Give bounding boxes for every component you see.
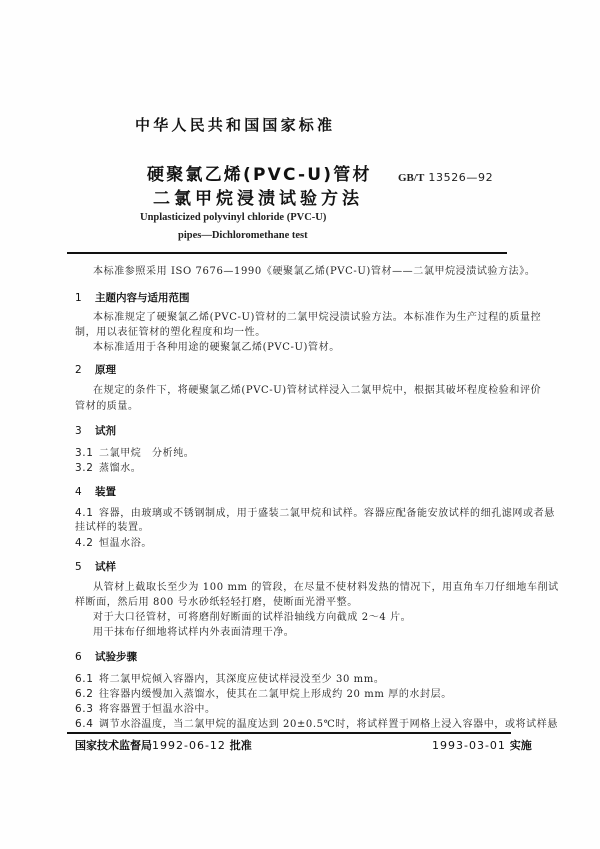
section-1-heading <box>75 290 190 305</box>
title-en-line2: pipes—Dichloromethane test <box>178 230 308 241</box>
item-6-4 <box>75 717 558 732</box>
section-1-para-2: 本标准适用于各种用途的硬聚氯乙烯(PVC-U)管材。 <box>93 342 340 353</box>
section-2-heading <box>75 362 116 377</box>
effective-label: 实施 <box>509 739 532 752</box>
approval-org: 国家技术监督局 <box>75 739 152 752</box>
section-5-para-2: 对于大口径管材，可将磨削好断面的试样沿轴线方向截成 2～4 片。 <box>93 612 412 623</box>
item-number: 4.1 <box>75 507 94 519</box>
section-title: 试样 <box>95 561 116 573</box>
item-text: 往容器内缓慢加入蒸馏水，使其在二氯甲烷上形成约 20 mm 厚的水封层。 <box>99 689 452 700</box>
section-title: 装置 <box>95 486 116 498</box>
section-number: 1 <box>75 292 82 304</box>
item-number: 6.1 <box>75 673 94 685</box>
section-5-para-3: 用干抹布仔细地将试样内外表面清理干净。 <box>93 627 295 638</box>
section-2-para-1-cont: 管材的质量。 <box>75 401 139 412</box>
item-6-1 <box>75 672 384 687</box>
section-number: 3 <box>75 425 82 437</box>
item-text: 二氯甲烷 分析纯。 <box>99 448 195 459</box>
item-text: 蒸馏水。 <box>99 463 142 474</box>
section-number: 6 <box>75 651 82 663</box>
section-5-para-1: 从管材上截取长至少为 100 mm 的管段，在尽量不使材料发热的情况下，用直角车刀仔细地车削试 <box>93 582 559 593</box>
code-number: 13526—92 <box>428 171 494 184</box>
item-number: 6.3 <box>75 703 94 715</box>
item-number: 3.1 <box>75 447 94 459</box>
section-title: 原理 <box>95 364 116 376</box>
top-rule <box>67 252 507 254</box>
item-3-1 <box>75 446 194 461</box>
item-6-2 <box>75 687 452 702</box>
section-title: 试验步骤 <box>95 651 137 663</box>
approval-label: 批准 <box>229 739 252 752</box>
section-1-para-1-cont: 制，用以表征管材的塑化程度和均一性。 <box>75 327 266 338</box>
item-6-3 <box>75 702 216 717</box>
item-text: 将二氯甲烷倾入容器内，其深度应使试样浸没至少 30 mm。 <box>99 674 385 685</box>
country-standard-label: 中华人民共和国国家标准 <box>135 116 336 134</box>
item-4-1 <box>75 506 555 521</box>
title-en-line1: Unplasticized polyvinyl chloride (PVC-U) <box>140 212 327 223</box>
intro-paragraph: 本标准参照采用 ISO 7676—1990《硬聚氯乙烯(PVC-U)管材——二氯甲烷浸渍试验方法》。 <box>93 266 536 277</box>
section-3-heading <box>75 423 116 438</box>
item-number: 4.2 <box>75 537 94 549</box>
section-1-para-1: 本标准规定了硬聚氯乙烯(PVC-U)管材的二氯甲烷浸渍试验方法。本标准作为生产过程的质量控 <box>93 312 542 323</box>
item-number: 6.4 <box>75 718 94 730</box>
effective-date: 1993-03-01 <box>432 739 506 752</box>
section-number: 2 <box>75 364 82 376</box>
section-6-heading <box>75 649 137 664</box>
section-number: 4 <box>75 486 82 498</box>
standard-code <box>398 171 493 184</box>
section-5-heading <box>75 559 116 574</box>
section-title: 试剂 <box>95 425 116 437</box>
section-4-heading <box>75 484 116 499</box>
item-text: 调节水浴温度，当二氯甲烷的温度达到 20±0.5℃时，将试样置于网格上浸入容器中，或将试样悬 <box>99 719 558 730</box>
item-number: 6.2 <box>75 688 94 700</box>
title-cn-line2: 二氯甲烷浸渍试验方法 <box>153 189 363 209</box>
title-cn-line1: 硬聚氯乙烯(PVC-U)管材 <box>147 165 372 185</box>
item-text: 将容器置于恒温水浴中。 <box>99 704 216 715</box>
section-5-para-1-cont: 样断面，然后用 800 号水砂纸轻轻打磨，使断面光滑平整。 <box>75 597 358 608</box>
item-4-1-cont: 挂试样的装置。 <box>75 522 150 533</box>
bottom-rule <box>67 732 511 734</box>
item-text: 容器，由玻璃或不锈钢制成，用于盛装二氯甲烷和试样。容器应配备能安放试样的细孔滤网或者悬 <box>99 508 555 519</box>
approval-line <box>75 737 252 753</box>
item-text: 恒温水浴。 <box>99 538 152 549</box>
effective-line <box>432 737 532 753</box>
item-number: 3.2 <box>75 462 94 474</box>
item-4-2 <box>75 536 152 551</box>
item-3-2 <box>75 461 141 476</box>
section-title: 主题内容与适用范围 <box>95 292 190 304</box>
section-number: 5 <box>75 561 82 573</box>
code-prefix: GB/T <box>398 172 425 184</box>
approval-date: 1992-06-12 <box>152 739 226 752</box>
section-2-para-1: 在规定的条件下，将硬聚氯乙烯(PVC-U)管材试样浸入二氯甲烷中，根据其破坏程度检验和评价 <box>93 385 542 396</box>
